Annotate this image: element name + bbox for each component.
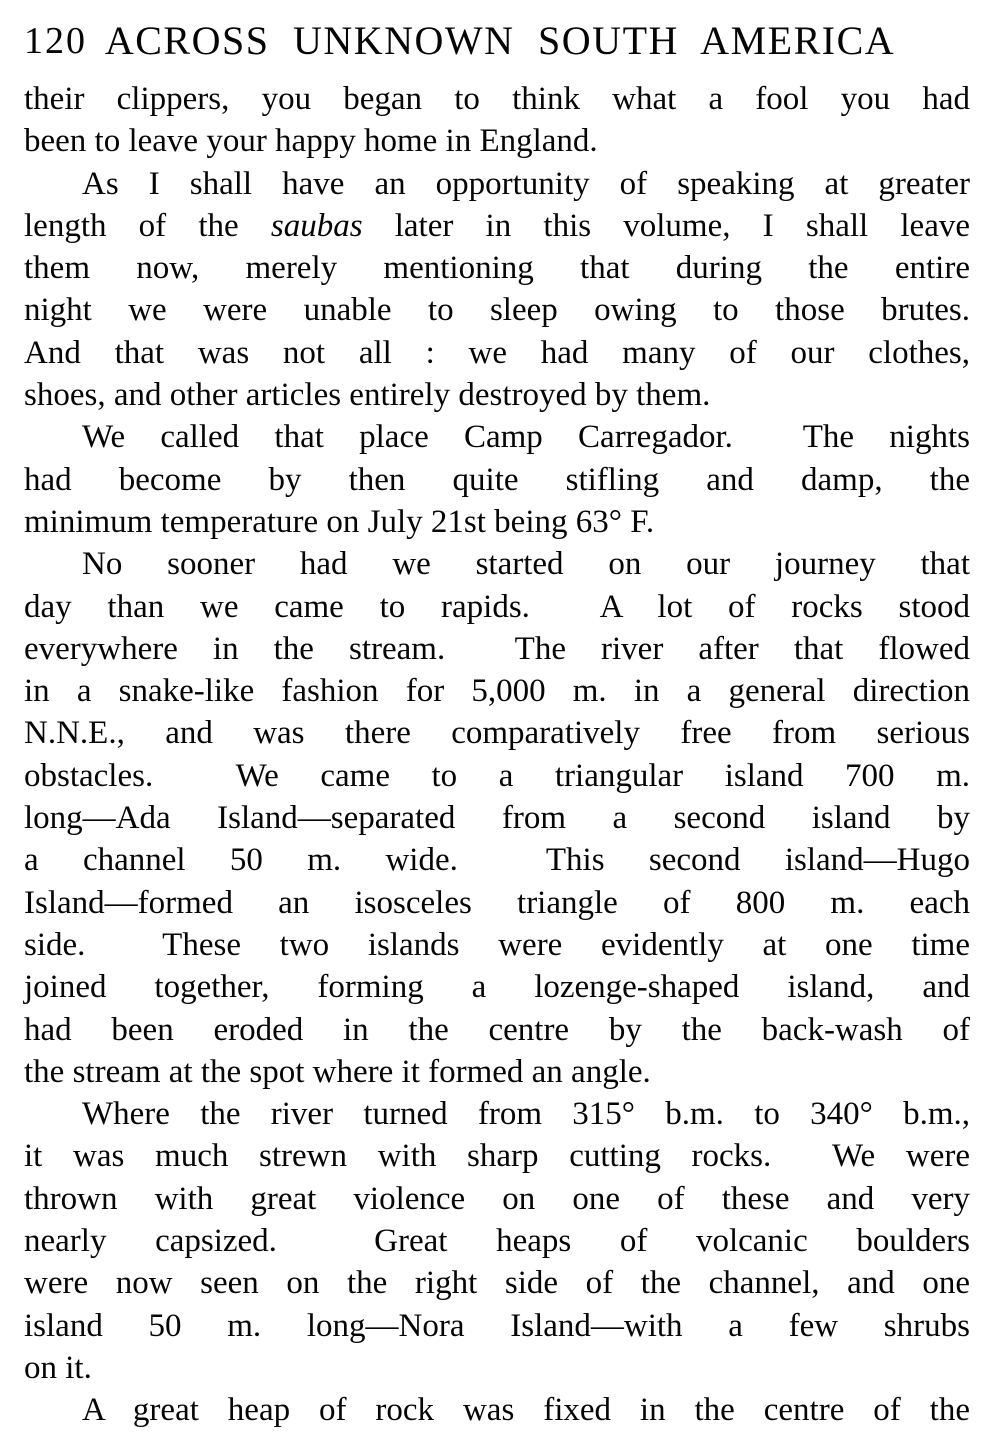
text-segment: length of the <box>24 207 271 244</box>
paragraph-5 <box>24 1093 970 1389</box>
paragraph-2 <box>24 163 970 417</box>
text-line: obstacles. We came to a triangular island 700 m. <box>24 757 970 794</box>
text-line: been to leave your happy home in England. <box>24 123 598 160</box>
text-line: in a snake-like fashion for 5,000 m. in a general direction <box>24 673 970 710</box>
text-segment: later in this volume, I shall leave <box>362 207 970 244</box>
text-line: We called that place Camp Carregador. The nights <box>82 419 970 456</box>
italic-word: saubas <box>270 207 363 244</box>
paragraph-3 <box>24 416 970 543</box>
text-line: Island—formed an isosceles triangle of 800 m. each <box>24 884 970 921</box>
text-line <box>24 205 970 247</box>
text-line: A great heap of rock was fixed in the centre of the <box>82 1392 970 1429</box>
text-line: And that was not all : we had many of our clothes, <box>24 334 970 371</box>
text-line: N.N.E., and was there comparatively free from serious <box>24 715 970 752</box>
page-number: 120 <box>24 20 87 62</box>
text-line: long—Ada Island—separated from a second island by <box>24 800 970 837</box>
text-line: the stream at the spot where it formed an angle. <box>24 1053 651 1090</box>
text-line: thrown with great violence on one of these and very <box>24 1180 970 1217</box>
text-line: it was much strewn with sharp cutting rocks. We were <box>24 1138 970 1175</box>
text-line: Where the river turned from 315° b.m. to 340° b.m., <box>82 1096 970 1133</box>
running-head <box>0 16 1000 66</box>
paragraph-6 <box>24 1389 970 1431</box>
text-line: their clippers, you began to think what a fool you had <box>24 81 970 117</box>
text-line: side. These two islands were evidently at one time <box>24 926 970 963</box>
running-title: ACROSS UNKNOWN SOUTH AMERICA <box>104 18 896 63</box>
text-line: them now, merely mentioning that during the entire <box>24 250 970 287</box>
text-line: No sooner had we started on our journey that <box>82 546 970 583</box>
text-line: had been eroded in the centre by the back-wash of <box>24 1011 970 1048</box>
text-line: As I shall have an opportunity of speaking at greater <box>82 165 970 202</box>
text-line: joined together, forming a lozenge-shaped island, and <box>24 969 970 1006</box>
text-line: night we were unable to sleep owing to those brutes. <box>24 292 970 329</box>
text-line: minimum temperature on July 21st being 63° F. <box>24 503 655 540</box>
text-line: on it. <box>24 1349 92 1386</box>
paragraph-4 <box>24 543 970 1093</box>
text-line: a channel 50 m. wide. This second island—Hugo <box>24 842 970 879</box>
text-line: shoes, and other articles entirely destroyed by them. <box>24 377 711 414</box>
text-line: were now seen on the right side of the channel, and one <box>24 1265 970 1302</box>
text-line: had become by then quite stifling and damp, the <box>24 461 970 498</box>
text-line: everywhere in the stream. The river after that flowed <box>24 630 970 667</box>
text-line: day than we came to rapids. A lot of rocks stood <box>24 588 970 625</box>
page-body <box>24 78 970 1432</box>
text-line: island 50 m. long—Nora Island—with a few shrubs <box>24 1307 970 1344</box>
text-line: nearly capsized. Great heaps of volcanic boulders <box>24 1223 970 1260</box>
paragraph-1 <box>24 78 970 163</box>
